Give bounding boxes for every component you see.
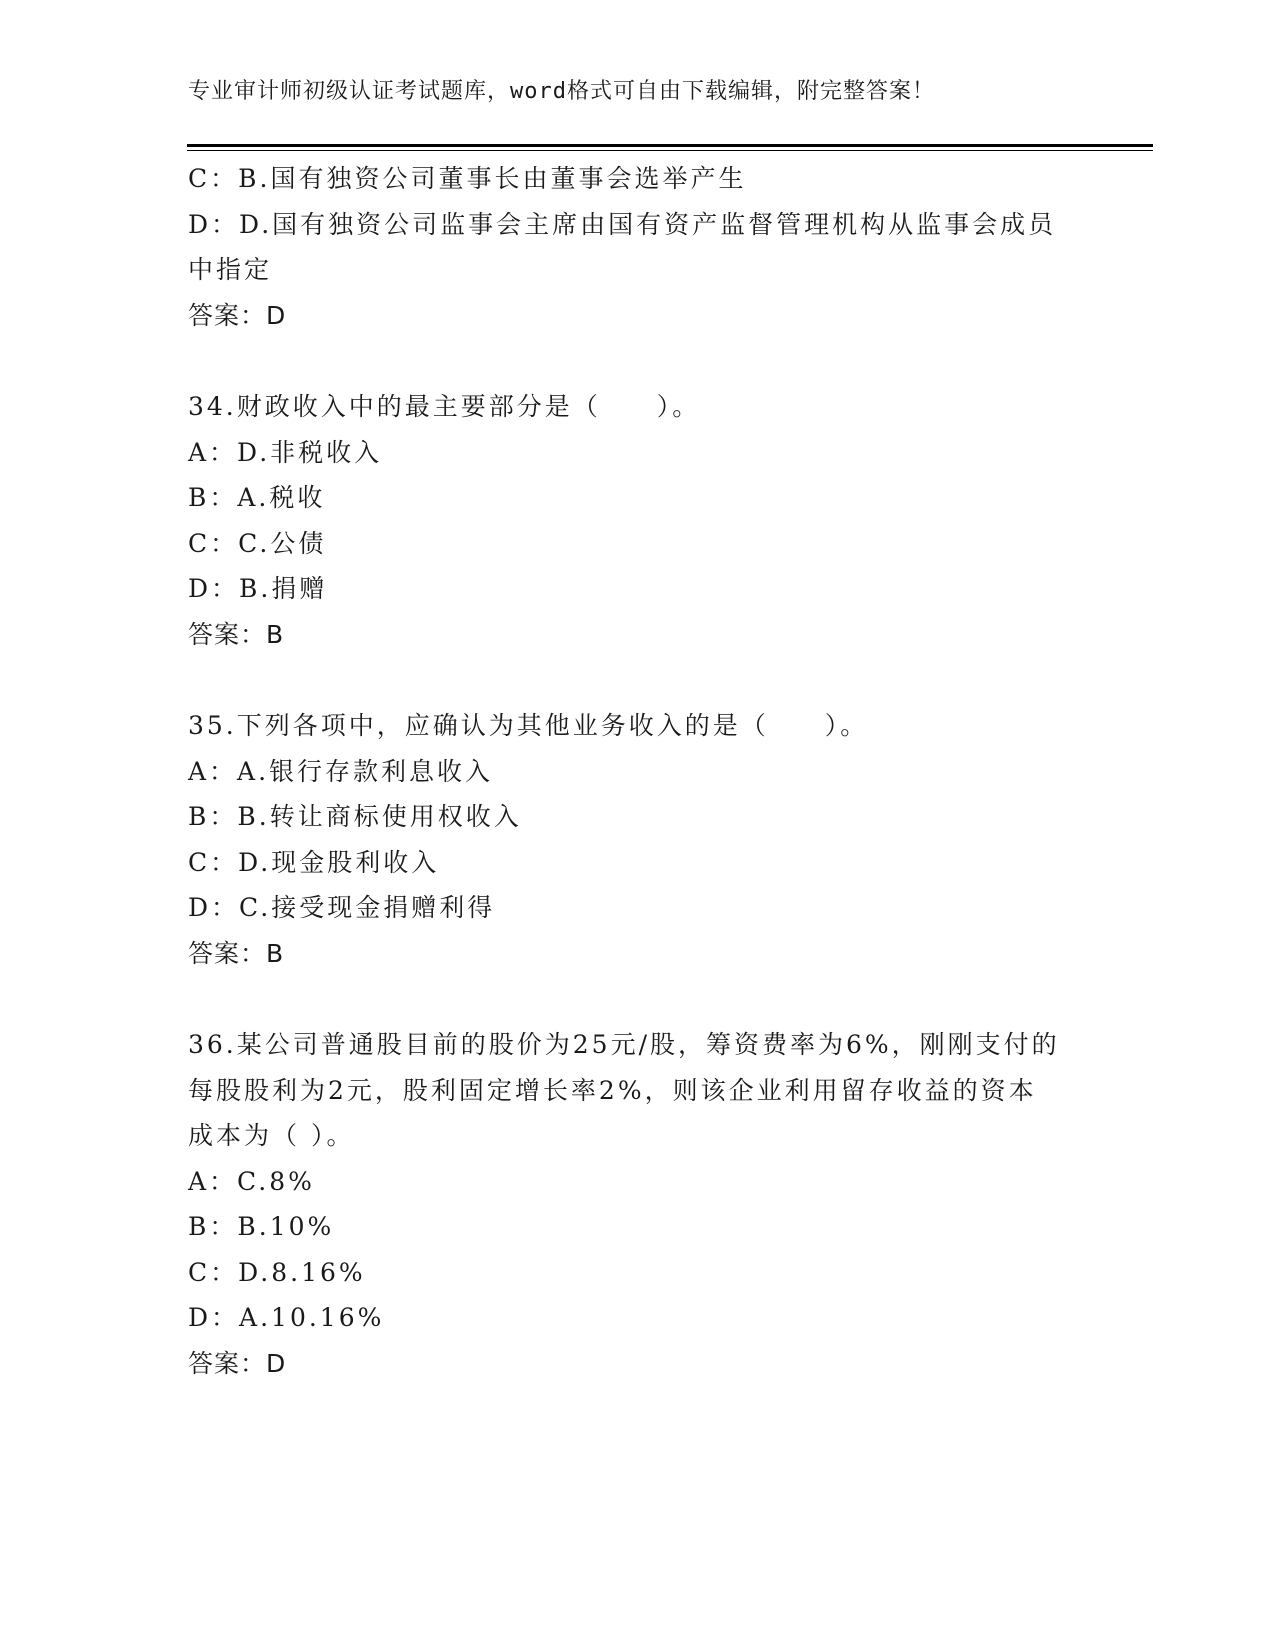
option-b: B：B.10% (188, 1212, 335, 1241)
page-header: 专业审计师初级认证考试题库，word格式可自由下载编辑，附完整答案！ (188, 79, 935, 104)
question-35 (188, 703, 1088, 976)
answer: 答案：D (188, 1348, 287, 1378)
option-c: C：D.现金股利收入 (188, 847, 440, 877)
option-d-continued: 中指定 (188, 255, 273, 284)
question-stem: 35.下列各项中，应确认为其他业务收入的是（ ）。 (188, 711, 869, 740)
option-b: B：A.税收 (188, 483, 326, 512)
spacer (188, 976, 1088, 1022)
option-c: C：B.国有独资公司董事长由董事会选举产生 (188, 164, 747, 193)
question-content (188, 156, 1088, 1386)
option-a: A：C.8% (188, 1166, 315, 1196)
question-36 (188, 1022, 1088, 1386)
option-c: C：D.8.16% (188, 1257, 366, 1287)
header-rule-thick (187, 144, 1153, 147)
option-b: B：B.转让商标使用权收入 (188, 802, 522, 831)
question-stem: 34.财政收入中的最主要部分是（ ）。 (188, 392, 701, 421)
header-rule-thin (187, 150, 1153, 151)
answer: 答案：B (188, 619, 285, 649)
option-d: D：A.10.16% (188, 1303, 385, 1332)
option-d: D：D.国有独资公司监事会主席由国有资产监督管理机构从监事会成员 (188, 209, 1057, 239)
spacer (188, 657, 1088, 703)
question-33-tail (188, 156, 1088, 338)
option-a: A：A.银行存款利息收入 (188, 756, 494, 786)
answer: 答案：B (188, 938, 285, 968)
question-stem-continued: 成本为（ ）。 (188, 1121, 355, 1150)
question-34 (188, 384, 1088, 657)
spacer (188, 338, 1088, 384)
answer: 答案：D (188, 300, 287, 330)
option-d: D：B.捐赠 (188, 574, 328, 603)
option-a: A：D.非税收入 (188, 437, 383, 467)
question-stem: 36.某公司普通股目前的股价为25元/股，筹资费率为6%，刚刚支付的 (188, 1030, 1060, 1059)
option-c: C：C.公债 (188, 528, 327, 558)
question-stem-continued: 每股股利为2元，股利固定增长率2%，则该企业利用留存收益的资本 (188, 1075, 1037, 1105)
option-d: D：C.接受现金捐赠利得 (188, 893, 496, 922)
